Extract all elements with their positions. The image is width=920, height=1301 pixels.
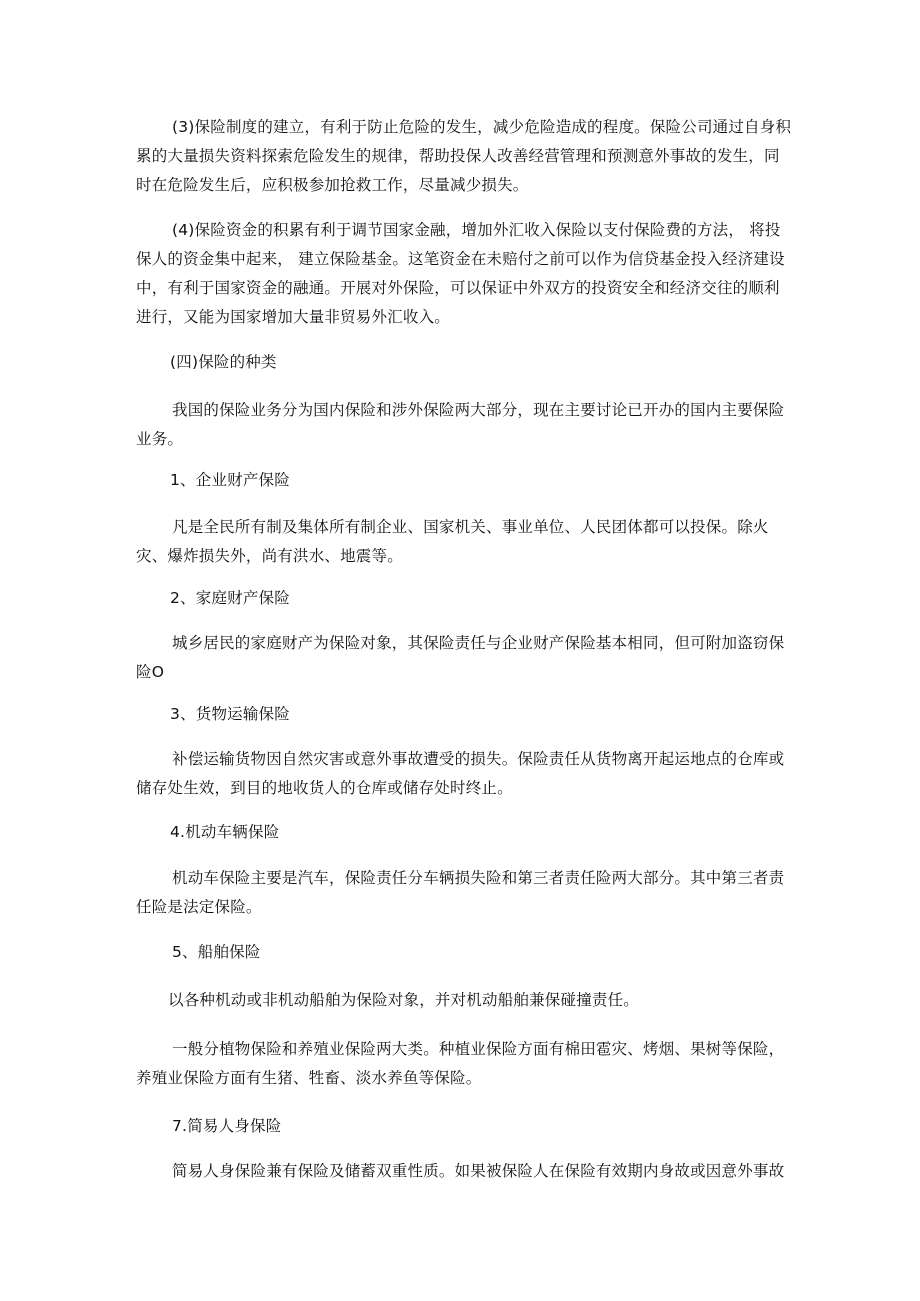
item-heading-5: 5、船舶保险 [172, 943, 261, 961]
paragraph-line: 城乡居民的家庭财产为保险对象，其保险责任与企业财产保险基本相同，但可附加盗窃保 [172, 634, 785, 652]
paragraph-line: 一般分植物保险和养殖业保险两大类。种植业保险方面有棉田雹灾、烤烟、果树等保险， [172, 1040, 785, 1058]
paragraph-line: 业务。 [136, 430, 184, 448]
paragraph-line: 我国的保险业务分为国内保险和涉外保险两大部分，现在主要讨论已开办的国内主要保险 [172, 401, 785, 419]
paragraph-line: 时在危险发生后，应积极参加抢救工作，尽量减少损失。 [136, 176, 529, 194]
paragraph-line: 中，有利于国家资金的融通。开展对外保险，可以保证中外双方的投资安全和经济交往的顺利 [136, 279, 780, 297]
paragraph-line: 灾、爆炸损失外，尚有洪水、地震等。 [136, 547, 403, 565]
paragraph-line: 以各种机动或非机动船舶为保险对象，并对机动船舶兼保碰撞责任。 [168, 991, 640, 1009]
item-heading-1: 1、企业财产保险 [170, 471, 290, 489]
section-heading: (四)保险的种类 [170, 353, 277, 371]
paragraph-line: (4)保险资金的积累有利于调节国家金融，增加外汇收入保险以支付保险费的方法， 将投 [172, 221, 781, 239]
paragraph-4 [136, 216, 786, 332]
item-heading-3: 3、货物运输保险 [170, 705, 290, 723]
item-heading-4: 4.机动车辆保险 [170, 823, 280, 841]
item-paragraph-5 [136, 986, 786, 1015]
paragraph-line: 保人的资金集中起来， 建立保险基金。这笔资金在未赔付之前可以作为信贷基金投入经济建设 [136, 250, 785, 268]
item-paragraph-7 [136, 1157, 786, 1186]
item-paragraph-6 [136, 1035, 786, 1093]
item-paragraph-2 [136, 629, 786, 687]
item-paragraph-3 [136, 745, 786, 803]
paragraph-line: 累的大量损失资料探索危险发生的规律，帮助投保人改善经营管理和预测意外事故的发生，同 [136, 147, 780, 165]
item-heading-2: 2、家庭财产保险 [170, 589, 290, 607]
item-paragraph-4 [136, 864, 786, 922]
item-paragraph-1 [136, 513, 786, 571]
paragraph-line: 凡是全民所有制及集体所有制企业、国家机关、事业单位、人民团体都可以投保。除火 [172, 518, 769, 536]
paragraph-line: 补偿运输货物因自然灾害或意外事故遭受的损失。保险责任从货物离开起运地点的仓库或 [172, 750, 785, 768]
paragraph-line: 机动车保险主要是汽车，保险责任分车辆损失险和第三者责任险两大部分。其中第三者责 [172, 869, 785, 887]
paragraph-line: 任险是法定保险。 [136, 898, 262, 916]
paragraph-line: (3)保险制度的建立，有利于防止危险的发生，减少危险造成的程度。保险公司通过自身积 [172, 118, 792, 136]
paragraph-line: 储存处生效，到目的地收货人的仓库或储存处时终止。 [136, 779, 513, 797]
paragraph-line: 养殖业保险方面有生猪、牲畜、淡水养鱼等保险。 [136, 1069, 482, 1087]
paragraph-line: 进行，又能为国家增加大量非贸易外汇收入。 [136, 308, 451, 326]
paragraph-line: 险O [136, 663, 165, 681]
intro-paragraph [136, 396, 786, 454]
paragraph-line: 简易人身保险兼有保险及储蓄双重性质。如果被保险人在保险有效期内身故或因意外事故 [172, 1162, 785, 1180]
item-heading-7: 7.简易人身保险 [172, 1117, 282, 1135]
paragraph-3 [136, 113, 792, 200]
